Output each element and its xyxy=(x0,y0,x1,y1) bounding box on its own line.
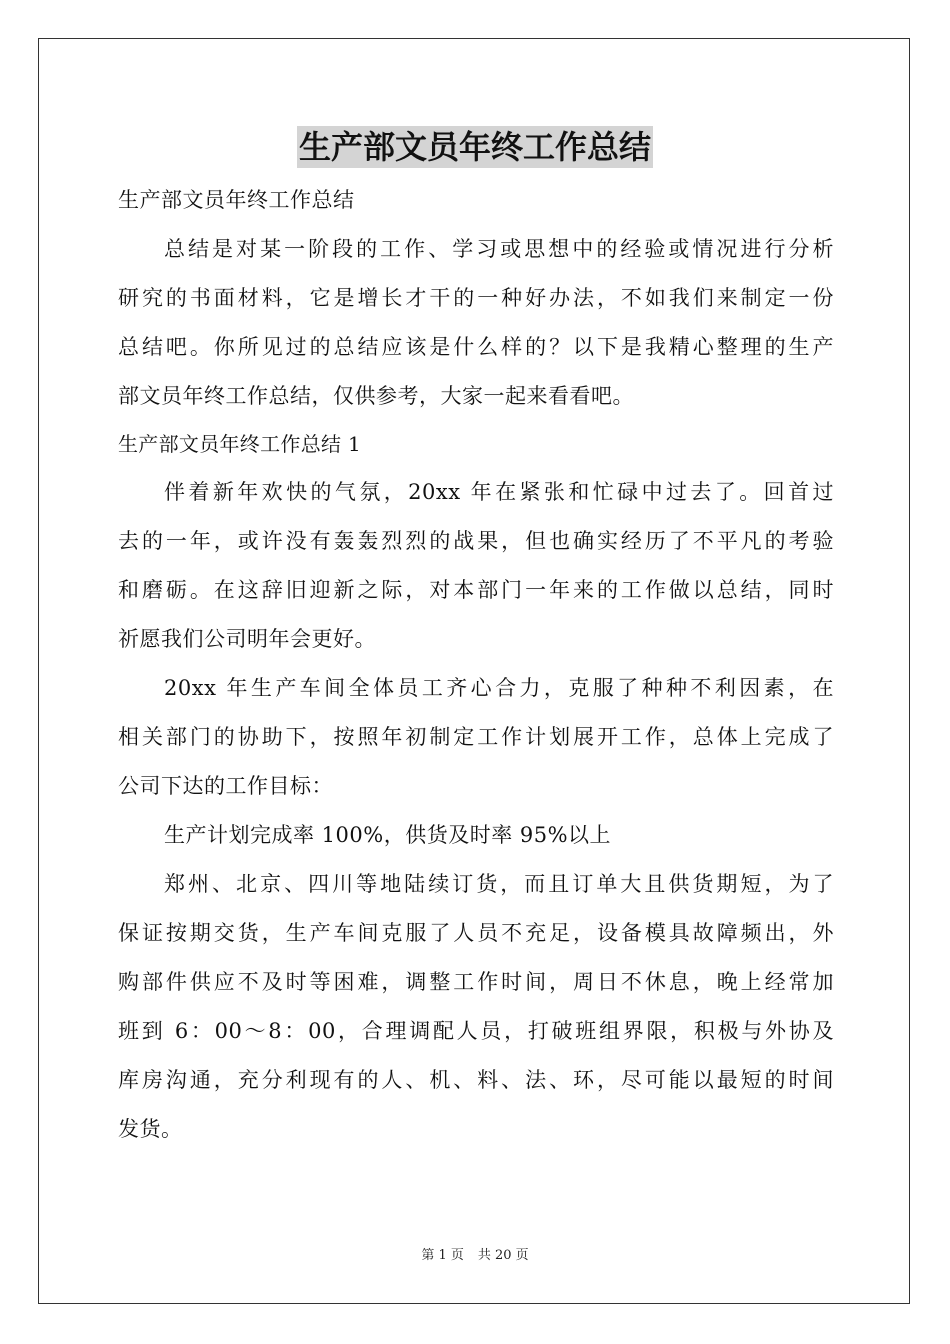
paragraph-line: 发货。 xyxy=(118,1117,183,1141)
paragraph-line: 购部件供应不及时等困难，调整工作时间，周日不休息，晚上经常加 xyxy=(118,970,834,994)
paragraph-1 xyxy=(118,468,834,664)
paragraph-line: 研究的书面材料，它是增长才干的一种好办法，不如我们来制定一份 xyxy=(118,286,834,310)
paragraph-line: 郑州、北京、四川等地陆续订货，而且订单大且供货期短，为了 xyxy=(164,872,834,896)
paragraph-line: 总结是对某一阶段的工作、学习或思想中的经验或情况进行分析 xyxy=(164,237,834,261)
paragraph-line: 伴着新年欢快的气氛，20xx 年在紧张和忙碌中过去了。回首过 xyxy=(164,480,834,504)
document-heading: 生产部文员年终工作总结 xyxy=(118,188,355,212)
paragraph-line: 20xx 年生产车间全体员工齐心合力，克服了种种不利因素，在 xyxy=(164,676,834,700)
page-number: 第 1 页 xyxy=(421,1248,464,1263)
paragraph-line: 祈愿我们公司明年会更好。 xyxy=(118,627,376,651)
page-total: 共 20 页 xyxy=(477,1248,529,1263)
intro-paragraph xyxy=(118,225,834,421)
section-heading: 生产部文员年终工作总结 1 xyxy=(118,432,361,456)
document-title: 生产部文员年终工作总结 xyxy=(298,128,651,166)
paragraph-3 xyxy=(118,811,834,860)
page-footer xyxy=(0,1247,950,1265)
paragraph-2 xyxy=(118,664,834,811)
paragraph-line: 相关部门的协助下，按照年初制定工作计划展开工作，总体上完成了 xyxy=(118,725,834,749)
paragraph-line: 总结吧。你所见过的总结应该是什么样的？以下是我精心整理的生产 xyxy=(118,335,834,359)
paragraph-line: 和磨砺。在这辞旧迎新之际，对本部门一年来的工作做以总结，同时 xyxy=(118,578,834,602)
paragraph-4 xyxy=(118,860,834,1154)
paragraph-line: 班到 6：00～8：00，合理调配人员，打破班组界限，积极与外协及 xyxy=(118,1019,834,1043)
document-body xyxy=(118,176,834,1154)
paragraph-line: 部文员年终工作总结，仅供参考，大家一起来看看吧。 xyxy=(118,384,634,408)
paragraph-line: 库房沟通，充分利现有的人、机、料、法、环，尽可能以最短的时间 xyxy=(118,1068,834,1092)
paragraph-line: 保证按期交货，生产车间克服了人员不充足，设备模具故障频出，外 xyxy=(118,921,834,945)
paragraph-line: 公司下达的工作目标： xyxy=(118,774,333,798)
paragraph-line: 生产计划完成率 100%，供货及时率 95%以上 xyxy=(164,823,612,847)
title-wrap xyxy=(0,126,950,168)
paragraph-line: 去的一年，或许没有轰轰烈烈的战果，但也确实经历了不平凡的考验 xyxy=(118,529,834,553)
